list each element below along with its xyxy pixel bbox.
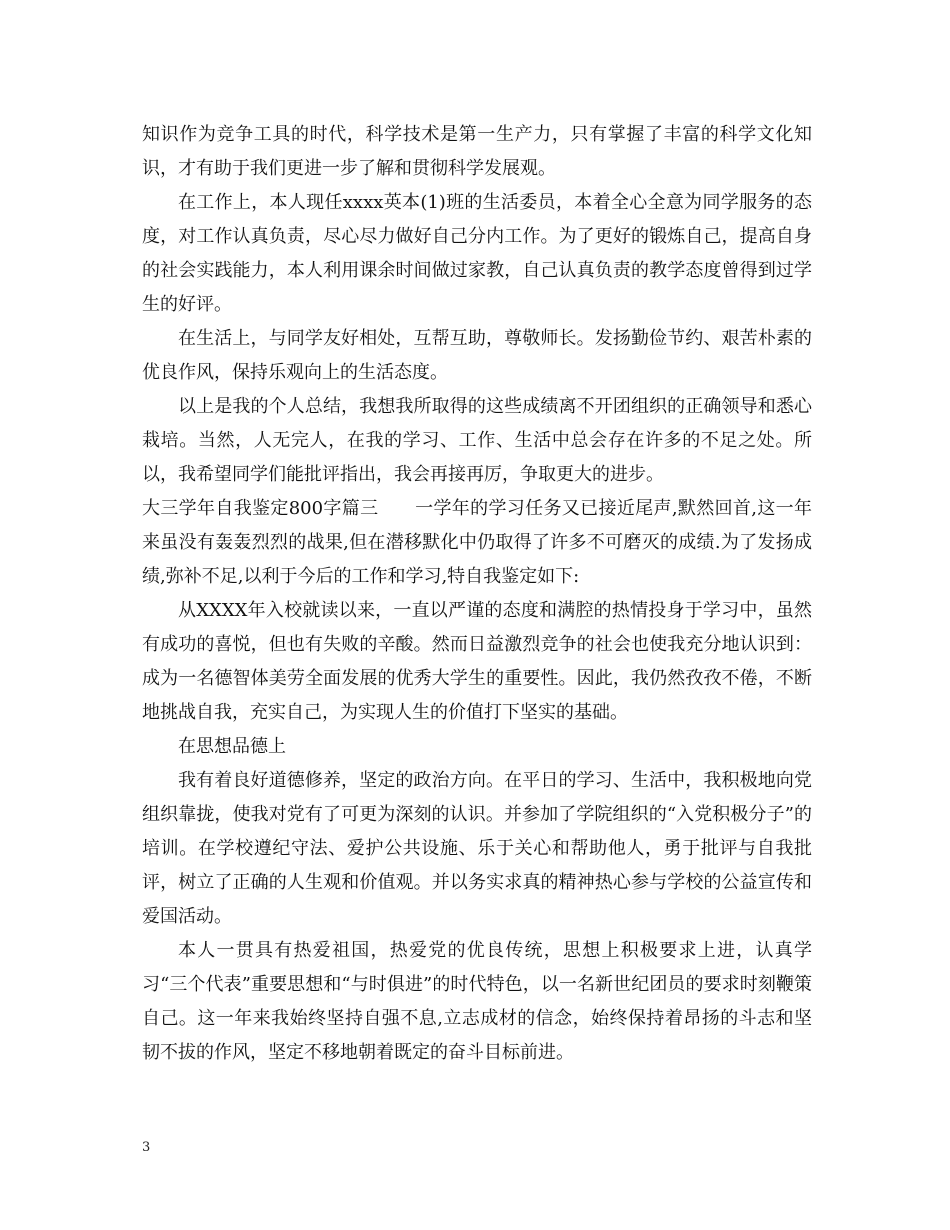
paragraph-morality: 我有着良好道德修养，坚定的政治方向。在平日的学习、生活中，我积极地向党组织靠拢，使我对党有了可更为深刻的认识。并参加了学院组织的“入党积极分子”的培训。在学校遵纪守法、爱护公共设施、乐于关心和帮助他人，勇于批评与自我批评，树立了正确的人生观和价值观。并以务实求真的精神热心参与学校的公益宣传和爱国活动。 [142, 770, 812, 927]
paragraph-patriotism: 本人一贯具有热爱祖国，热爱党的优良传统，思想上积极要求上进，认真学习“三个代表”重要思想和“与时俱进”的时代特色，以一名新世纪团员的要求时刻鞭策自己。这一年来我始终坚持自强不息,立志成材的信念，始终保持着昂扬的斗志和坚韧不拔的作风，坚定不移地朝着既定的奋斗目标前进。 [142, 940, 812, 1063]
paragraph-life: 在生活上，与同学友好相处，互帮互助，尊敬师长。发扬勤俭节约、艰苦朴素的优良作风，保持乐观向上的生活态度。 [142, 328, 812, 383]
paragraph-study: 从XXXX年入校就读以来，一直以严谨的态度和满腔的热情投身于学习中，虽然有成功的喜悦，但也有失败的辛酸。然而日益激烈竞争的社会也使我充分地认识到：成为一名德智体美劳全面发展的优秀大学生的重要性。因此，我仍然孜孜不倦，不断地挑战自我，充实自己，为实现人生的价值打下坚实的基础。 [142, 600, 812, 723]
subheading-morality: 在思想品德上 [178, 736, 286, 757]
body-text [142, 118, 812, 1070]
paragraph-summary: 以上是我的个人总结，我想我所取得的这些成绩离不开团组织的正确领导和悉心栽培。当然，人无完人，在我的学习、工作、生活中总会存在许多的不足之处。所以，我希望同学们能批评指出，我会再接再厉，争取更大的进步。 [142, 396, 812, 485]
paragraph-work: 在工作上，本人现任xxxx英本(1)班的生活委员，本着全心全意为同学服务的态度，对工作认真负责，尽心尽力做好自己分内工作。为了更好的锻炼自己，提高自身的社会实践能力，本人利用课余时间做过家教，自己认真负责的教学态度曾得到过学生的好评。 [142, 192, 812, 315]
paragraph: 知识作为竞争工具的时代，科学技术是第一生产力，只有掌握了丰富的科学文化知识，才有助于我们更进一步了解和贯彻科学发展观。 [142, 124, 812, 179]
section-heading-paragraph: 大三学年自我鉴定800字篇三 一学年的学习任务又已接近尾声,默然回首,这一年来虽没有轰轰烈烈的战果,但在潜移默化中仍取得了许多不可磨灭的成绩.为了发扬成绩,弥补不足,以利于今后的工作和学习,特自我鉴定如下: [142, 498, 812, 587]
page-number: 3 [142, 1140, 151, 1155]
